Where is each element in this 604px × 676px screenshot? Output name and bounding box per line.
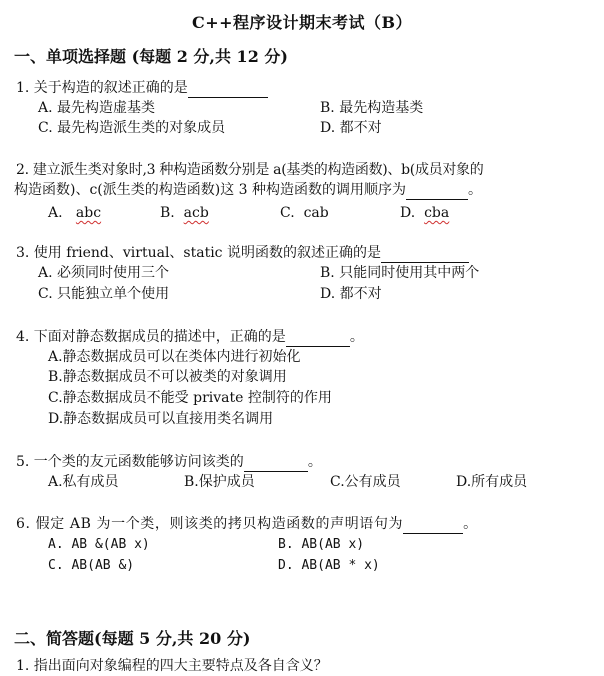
q2-option-b-label: B. [160,205,175,221]
q5-option-c: C.公有成员 [330,474,401,490]
q5-stem-end: 。 [307,454,322,470]
q5-option-a: A.私有成员 [48,474,119,490]
q2-answer-blank[interactable] [406,183,468,200]
q2-stem-end: 。 [468,182,483,198]
q2-option-c-label: C. [280,205,295,221]
q1-answer-blank[interactable] [188,81,268,98]
q3-option-b: B. 只能同时使用其中两个 [320,265,480,281]
q3-option-c: C. 只能独立单个使用 [38,286,170,302]
q6-stem-text: 6. 假定 AB 为一个类，则该类的拷贝构造函数的声明语句为 [16,516,404,532]
q5-option-d: D.所有成员 [456,474,528,490]
q4-stem-text: 4. 下面对静态数据成员的描述中，正确的是 [16,329,286,345]
q2-stem-line2-text: 构造函数)、c(派生类的构造函数)这 3 种构造函数的调用顺序为 [14,182,407,198]
q5-stem [16,452,322,472]
q3-stem [16,243,469,263]
q6-stem [16,514,478,534]
q4-option-a: A.静态数据成员可以在类体内进行初始化 [48,349,301,365]
q1-option-a: A. 最先构造虚基类 [38,100,156,116]
q2-option-b [160,203,209,223]
q2-option-a [48,203,101,223]
q4-option-c: C.静态数据成员不能受 private 控制符的作用 [48,390,332,406]
q2-option-d [400,203,449,223]
exam-title: C++程序设计期末考试（B） [191,13,413,32]
q5-stem-text: 5. 一个类的友元函数能够访问该类的 [16,454,244,470]
q2-option-a-value: abc [75,205,102,221]
q5-option-b: B.保护成员 [184,474,255,490]
q2-stem-line1: 2. 建立派生类对象时,3 种构造函数分别是 a(基类的构造函数)、b(成员对象的 [16,162,484,178]
q1-option-c: C. 最先构造派生类的对象成员 [38,120,226,136]
q4-option-b: B.静态数据成员不可以被类的对象调用 [48,369,287,385]
q3-answer-blank[interactable] [381,246,469,263]
q2-option-b-value: acb [183,205,209,221]
q4-stem [16,327,364,347]
q3-option-a: A. 必须同时使用三个 [38,265,170,281]
q6-stem-end: 。 [463,516,478,532]
q1-stem-text: 1. 关于构造的叙述正确的是 [16,80,188,96]
section2-heading: 二、简答题(每题 5 分,共 20 分) [14,629,251,648]
q3-option-d: D. 都不对 [320,286,382,302]
q6-option-c: C. AB(AB &) [48,558,135,573]
q1-stem [16,78,268,98]
q5-answer-blank[interactable] [244,455,308,472]
q4-option-d: D.静态数据成员可以直接用类名调用 [48,411,274,427]
q1-option-d: D. 都不对 [320,120,382,136]
q2-option-d-value: cba [424,205,450,221]
q2-option-a-label: A. [48,205,63,221]
q2-option-c [280,203,329,223]
q4-stem-end: 。 [349,329,364,345]
q3-stem-text: 3. 使用 friend、virtual、static 说明函数的叙述正确的是 [16,245,381,261]
q6-answer-blank[interactable] [403,517,463,534]
q6-option-b: B. AB(AB x) [278,537,365,552]
section1-heading: 一、单项选择题 (每题 2 分,共 12 分) [14,47,288,66]
q6-option-a: A. AB &(AB x) [48,537,150,552]
q1-option-b: B. 最先构造基类 [320,100,424,116]
q2-option-d-label: D. [400,205,416,221]
q6-option-d: D. AB(AB * x) [278,558,380,573]
sq1-stem: 1. 指出面向对象编程的四大主要特点及各自含义？ [16,658,328,674]
q2-option-c-value: cab [303,205,329,221]
q4-answer-blank[interactable] [286,330,350,347]
q2-stem-line2 [14,180,482,200]
